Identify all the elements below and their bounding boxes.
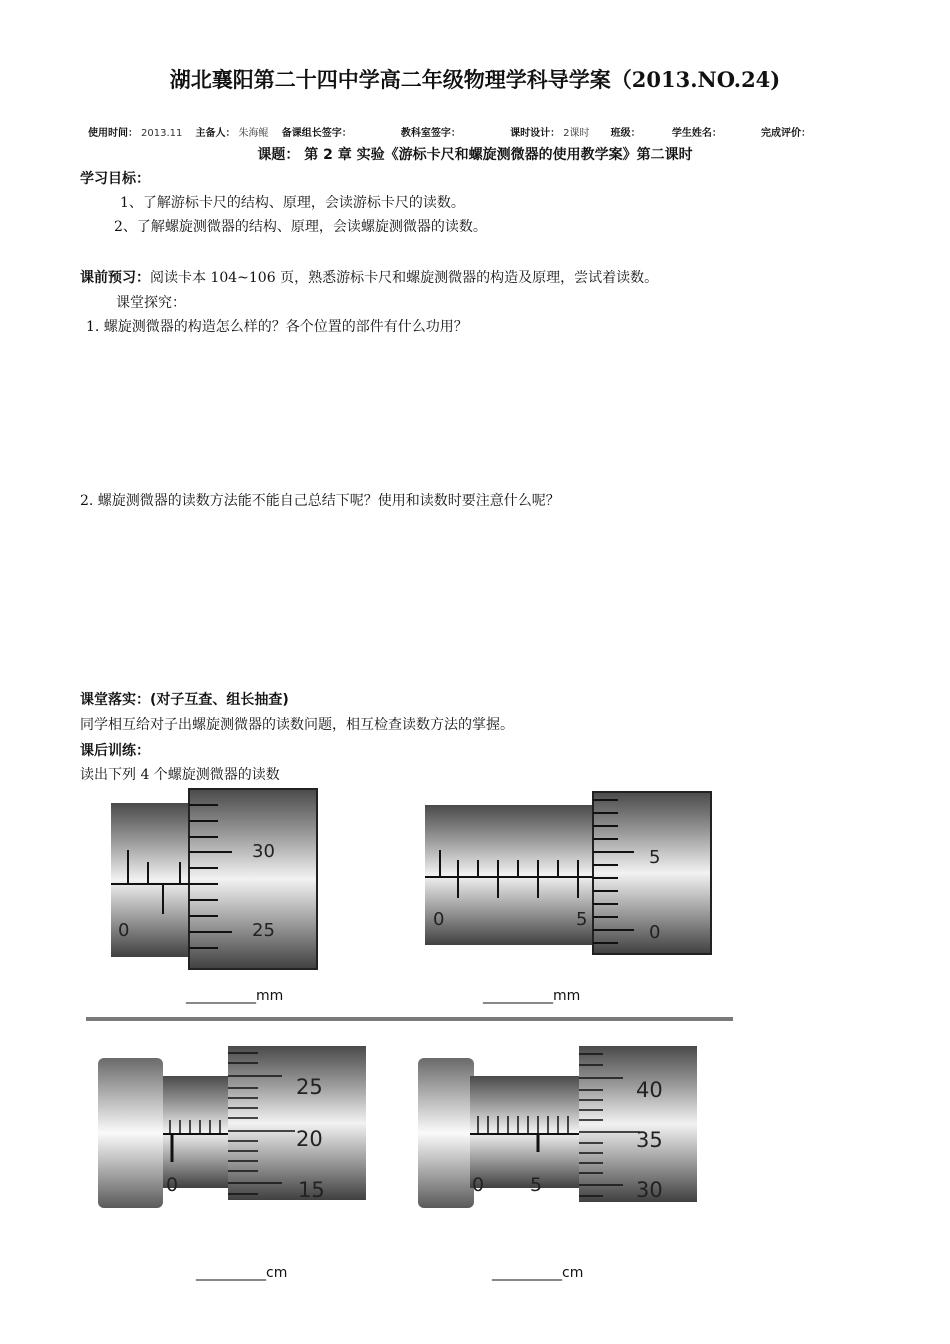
goal-item: 1、了解游标卡尺的结构、原理，会读游标卡尺的读数。 <box>120 195 465 211</box>
fig2-label: 5 <box>649 847 661 868</box>
fig4-label: 5 <box>530 1174 543 1196</box>
answer-blank-2[interactable]: __________mm <box>483 988 581 1004</box>
period-label: 课时设计： <box>510 128 561 139</box>
preview-heading: 课前预习： <box>80 270 150 286</box>
period-value: 2课时 <box>563 128 590 139</box>
practice-text: 同学相互给对子出螺旋测微器的读数问题，相互检查读数方法的掌握。 <box>80 717 514 733</box>
micrometer-figure-3 <box>98 1046 366 1208</box>
time-value: 2013.11 <box>141 128 183 139</box>
leader-label: 备课组长签字： <box>281 128 352 139</box>
class-label: 班级： <box>610 128 641 139</box>
fig1-label: 25 <box>252 920 275 941</box>
fig2-label: 5 <box>576 909 588 930</box>
goals-heading: 学习目标： <box>80 171 150 187</box>
fig2-label: 0 <box>649 922 661 943</box>
fig1-label: 0 <box>118 920 130 941</box>
author-value: 朱海鲲 <box>238 128 269 139</box>
fig4-label: 0 <box>472 1174 485 1196</box>
goal-item: 2、了解螺旋测微器的结构、原理，会读螺旋测微器的读数。 <box>114 219 487 235</box>
fig4-label: 40 <box>636 1078 663 1102</box>
page-title: 湖北襄阳第二十四中学高二年级物理学科导学案（2013.NO.24) <box>169 67 781 92</box>
micrometer-figure-4 <box>418 1046 697 1208</box>
office-label: 教科室签字： <box>400 128 461 139</box>
answer-blank-3[interactable]: __________cm <box>196 1265 288 1281</box>
answer-blank-1[interactable]: __________mm <box>186 988 284 1004</box>
eval-label: 完成评价： <box>761 128 812 139</box>
fig3-label: 20 <box>296 1127 323 1151</box>
preview-text: 阅读卡本 104~106 页，熟悉游标卡尺和螺旋测微器的构造及原理，尝试着读数。 <box>150 270 659 286</box>
practice-heading: 课堂落实：(对子互查、组长抽查) <box>80 692 289 708</box>
fig1-label: 30 <box>252 841 275 862</box>
homework-text: 读出下列 4 个螺旋测微器的读数 <box>80 767 280 783</box>
time-label: 使用时间： <box>88 128 138 139</box>
question-2: 2. 螺旋测微器的读数方法能不能自己总结下呢？使用和读数时要注意什么呢？ <box>80 493 560 509</box>
question-1: 1. 螺旋测微器的构造怎么样的？各个位置的部件有什么功用？ <box>86 319 468 335</box>
fig2-label: 0 <box>433 909 445 930</box>
fig4-label: 30 <box>636 1178 663 1202</box>
answer-blank-4[interactable]: __________cm <box>492 1265 584 1281</box>
topic-line: 课题： 第 2 章 实验《游标卡尺和螺旋测微器的使用教学案》第二课时 <box>257 147 693 163</box>
explore-heading: 课堂探究： <box>116 295 186 311</box>
homework-heading: 课后训练： <box>80 743 150 759</box>
section-divider <box>86 1017 733 1021</box>
micrometer-figure-2 <box>425 792 711 954</box>
fig3-label: 15 <box>298 1178 325 1202</box>
micrometer-figure-1 <box>111 789 317 969</box>
fig3-label: 0 <box>166 1174 179 1196</box>
author-label: 主备人： <box>195 128 236 139</box>
student-label: 学生姓名： <box>671 128 722 139</box>
fig4-label: 35 <box>636 1128 663 1152</box>
fig3-label: 25 <box>296 1075 323 1099</box>
